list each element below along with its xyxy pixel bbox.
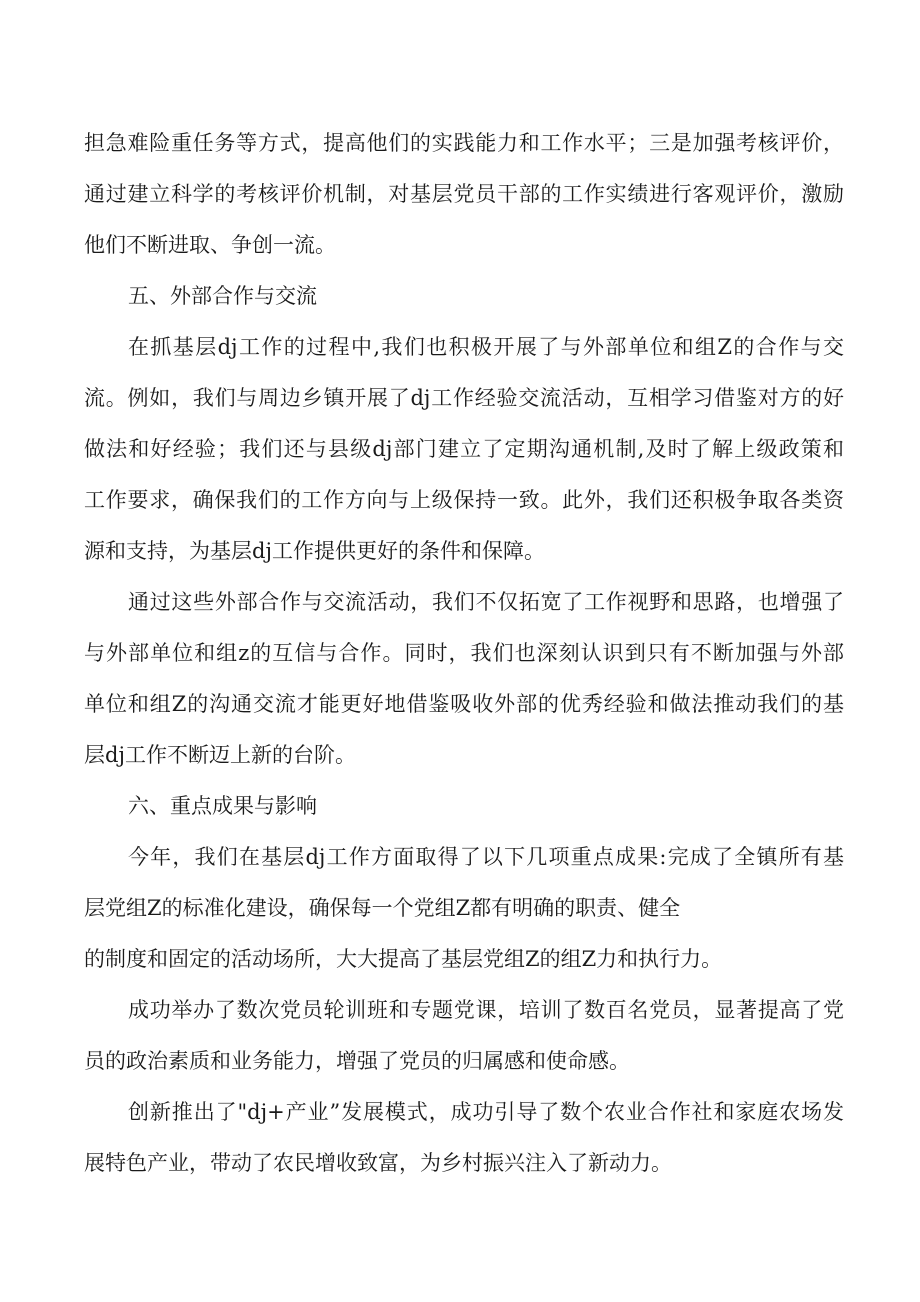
text-line: 今年，我们在基层dj工作方面取得了以下几项重点成果:完成了全镇所有基 bbox=[128, 845, 844, 869]
text-line: 流。例如，我们与周边乡镇开展了dj工作经验交流活动，互相学习借鉴对方的好 bbox=[84, 386, 844, 410]
text-line: 工作要求，确保我们的工作方向与上级保持一致。此外，我们还积极争取各类资 bbox=[84, 488, 844, 512]
text-line: 源和支持，为基层dj工作提供更好的条件和保障。 bbox=[84, 539, 545, 563]
text-line: 担急难险重任务等方式，提高他们的实践能力和工作水平；三是加强考核评价， bbox=[84, 131, 844, 155]
text-line: 层党组Z的标准化建设，确保每一个党组Z都有明确的职责、健全 bbox=[84, 896, 681, 920]
text-line: 创新推出了"dj+产业”发展模式，成功引导了数个农业合作社和家庭农场发 bbox=[128, 1100, 844, 1124]
text-line: 单位和组Z的沟通交流才能更好地借鉴吸收外部的优秀经验和做法推动我们的基 bbox=[84, 692, 844, 716]
section-heading-key-results: 六、重点成果与影响 bbox=[128, 794, 317, 818]
text-line: 成功举办了数次党员轮训班和专题党课，培训了数百名党员，显著提高了党 bbox=[128, 998, 844, 1022]
text-line: 通过这些外部合作与交流活动，我们不仅拓宽了工作视野和思路，也增强了 bbox=[128, 590, 844, 614]
text-line: 与外部单位和组z的互信与合作。同时，我们也深刻认识到只有不断加强与外部 bbox=[84, 641, 844, 665]
text-line: 层dj工作不断迈上新的台阶。 bbox=[84, 743, 356, 767]
text-line: 通过建立科学的考核评价机制，对基层党员干部的工作实绩进行客观评价，激励 bbox=[84, 182, 844, 206]
text-line: 他们不断进取、争创一流。 bbox=[84, 233, 336, 257]
text-line: 的制度和固定的活动场所，大大提高了基层党组Z的组Z力和执行力。 bbox=[84, 947, 723, 971]
section-heading-external-cooperation: 五、外部合作与交流 bbox=[128, 284, 317, 308]
text-line: 员的政治素质和业务能力，增强了党员的归属感和使命感。 bbox=[84, 1049, 630, 1073]
text-line: 在抓基层dj工作的过程中,我们也积极开展了与外部单位和组Z的合作与交 bbox=[128, 335, 844, 359]
text-line: 做法和好经验；我们还与县级dj部门建立了定期沟通机制,及时了解上级政策和 bbox=[84, 437, 844, 461]
text-line: 展特色产业，带动了农民增收致富，为乡村振兴注入了新动力。 bbox=[84, 1151, 672, 1175]
